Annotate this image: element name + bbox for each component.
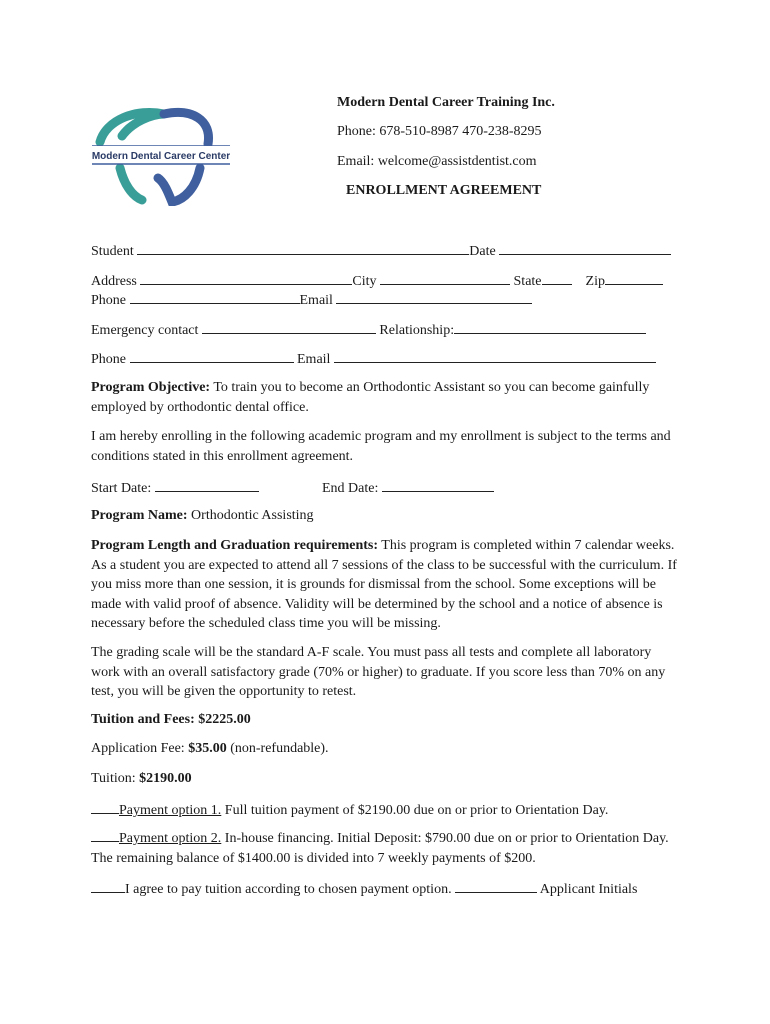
start-date-input[interactable] bbox=[155, 479, 259, 492]
tooth-teal-arc bbox=[100, 112, 164, 142]
program-objective bbox=[91, 378, 681, 417]
end-date-label: End Date: bbox=[322, 481, 379, 496]
payment-option-1-checkbox[interactable] bbox=[91, 801, 119, 814]
end-date-input[interactable] bbox=[382, 479, 494, 492]
emergency-phone-input[interactable] bbox=[130, 350, 294, 363]
address-input[interactable] bbox=[140, 272, 352, 285]
relationship-input[interactable] bbox=[454, 321, 646, 334]
tuition bbox=[91, 771, 192, 787]
payment-option-2 bbox=[91, 829, 681, 868]
start-date-label: Start Date: bbox=[91, 481, 152, 496]
relationship-label: Relationship: bbox=[379, 323, 455, 338]
date-label: Date bbox=[469, 244, 496, 259]
student-date-row bbox=[91, 242, 671, 260]
email-input[interactable] bbox=[336, 291, 532, 304]
zip-input[interactable] bbox=[605, 272, 663, 285]
student-label: Student bbox=[91, 244, 134, 259]
tuition-label: Tuition: bbox=[91, 771, 140, 786]
agreement-checkbox[interactable] bbox=[91, 880, 125, 893]
enrolling-statement: I am hereby enrolling in the following academic program and my enrollment is subject to the terms and conditions stated in this enrollment agreement. bbox=[91, 429, 671, 464]
company-email: Email: welcome@assistdentist.com bbox=[337, 154, 537, 169]
program-length-text: This program is completed within 7 calendar weeks. As a student you are expected to attend all 7 sessions of the class to be successful with the curriculum. If you miss more than one session, it is grounds for dismissal from the school. Some exceptions will be made with valid proof of absence. Validity will be determined by the school and a notice of absence is necessary before the scheduled class time you will be missing. bbox=[91, 538, 677, 631]
address-label: Address bbox=[91, 274, 137, 289]
agreement-text: I agree to pay tuition according to chosen payment option. bbox=[125, 882, 452, 897]
city-label: City bbox=[352, 274, 377, 289]
state-label: State bbox=[513, 274, 542, 289]
application-fee-value: $35.00 bbox=[188, 741, 227, 756]
emergency-row bbox=[91, 321, 646, 339]
company-phone: Phone: 678-510-8987 470-238-8295 bbox=[337, 124, 542, 139]
zip-label: Zip bbox=[585, 274, 605, 289]
emergency-email-input[interactable] bbox=[334, 350, 656, 363]
emergency-phone-label: Phone bbox=[91, 352, 126, 367]
emergency-email-label: Email bbox=[297, 352, 331, 367]
emergency-contact-label: Emergency contact bbox=[91, 323, 199, 338]
application-fee-label: Application Fee: bbox=[91, 741, 189, 756]
program-name bbox=[91, 508, 314, 524]
city-input[interactable] bbox=[380, 272, 510, 285]
program-name-value: Orthodontic Assisting bbox=[187, 508, 314, 523]
emergency-contact-input[interactable] bbox=[202, 321, 376, 334]
payment-option-2-text: In-house financing. Initial Deposit: $790.00 due on or prior to Orientation Day. The remaining balance of $1400.00 is divided into 7 weekly payments of $200. bbox=[91, 831, 669, 866]
date-input[interactable] bbox=[499, 242, 671, 255]
program-objective-label: Program Objective: bbox=[91, 380, 211, 395]
phone-input[interactable] bbox=[130, 291, 300, 304]
logo bbox=[92, 106, 234, 206]
program-objective-text: To train you to become an Orthodontic Assistant so you can become gainfully employed by orthodontic dental office. bbox=[91, 380, 650, 415]
document-title: ENROLLMENT AGREEMENT bbox=[346, 183, 542, 198]
agreement-row bbox=[91, 880, 637, 898]
payment-option-2-label: Payment option 2. bbox=[119, 831, 222, 846]
company-name: Modern Dental Career Training Inc. bbox=[337, 95, 555, 110]
initials-label: Applicant Initials bbox=[537, 882, 638, 897]
state-input[interactable] bbox=[542, 272, 572, 285]
payment-option-1-label: Payment option 1. bbox=[119, 803, 222, 818]
student-input[interactable] bbox=[137, 242, 469, 255]
logo-text: Modern Dental Career Center bbox=[92, 151, 231, 162]
end-date-row bbox=[322, 479, 494, 497]
initials-input[interactable] bbox=[455, 880, 537, 893]
email-label: Email bbox=[299, 293, 333, 308]
tuition-heading: Tuition and Fees: $2225.00 bbox=[91, 712, 251, 727]
payment-option-1-text: Full tuition payment of $2190.00 due on or prior to Orientation Day. bbox=[221, 803, 609, 818]
phone-label: Phone bbox=[91, 293, 126, 308]
program-length bbox=[91, 536, 681, 634]
payment-option-1 bbox=[91, 801, 608, 819]
phone-email-row bbox=[91, 291, 532, 309]
program-name-label: Program Name: bbox=[91, 508, 188, 523]
grading-scale: The grading scale will be the standard A-F scale. You must pass all tests and complete all laboratory work with an overall satisfactory grade (70% or higher) to graduate. If you score less than 70% on any test, you will be given the opportunity to retest. bbox=[91, 645, 666, 699]
tuition-value: $2190.00 bbox=[139, 771, 192, 786]
start-date-row bbox=[91, 479, 259, 497]
application-fee-note: (non-refundable). bbox=[226, 741, 329, 756]
tooth-blue-root bbox=[158, 168, 200, 202]
application-fee bbox=[91, 741, 329, 757]
address-row bbox=[91, 272, 663, 290]
tooth-blue-arc bbox=[164, 112, 209, 144]
tooth-teal-root bbox=[120, 168, 142, 200]
payment-option-2-checkbox[interactable] bbox=[91, 829, 119, 842]
program-length-label: Program Length and Graduation requirements: bbox=[91, 538, 379, 553]
emergency-phone-email-row bbox=[91, 350, 656, 368]
